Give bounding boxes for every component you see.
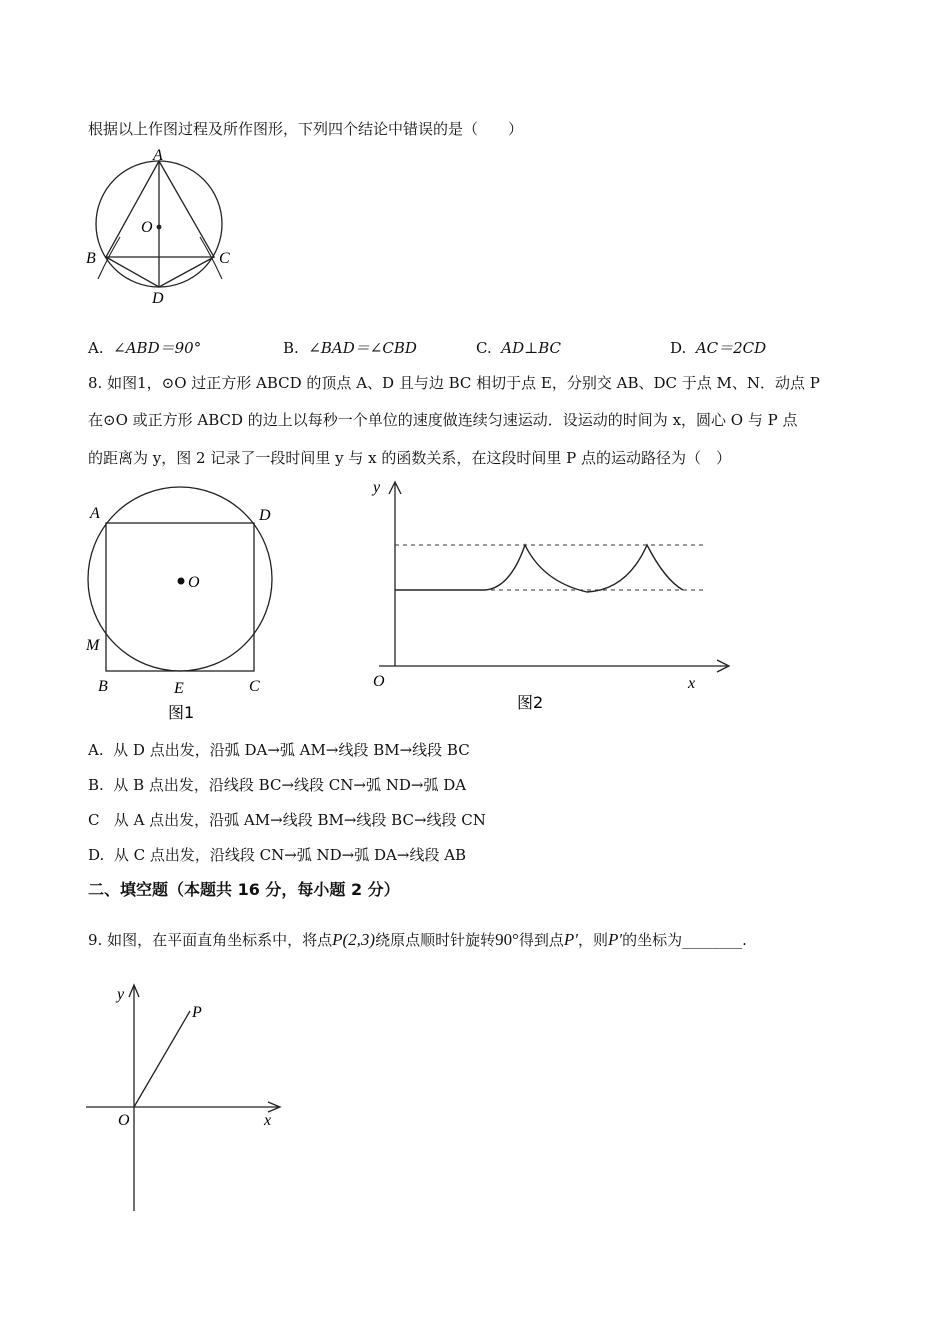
q8-fig2-label-o: O (373, 673, 385, 690)
q7-figure (80, 145, 250, 310)
q8-fig1-label-a: A (90, 505, 100, 522)
q7-label-b: B (86, 250, 96, 267)
q9-segment-op (134, 1011, 190, 1107)
q7-option-a: A. ∠ABD＝90° (88, 339, 202, 357)
q8-fig1-label-m: M (86, 637, 100, 654)
q9-label-y: y (117, 986, 125, 1003)
q8-option-c: C 从 A 点出发，沿弧 AM→线段 BM→线段 BC→线段 CN (88, 811, 486, 829)
q9-label-x: x (264, 1112, 272, 1129)
q7-center-dot (157, 225, 162, 230)
q8-center-dot (178, 578, 185, 585)
q9-figure (80, 975, 300, 1220)
q9-answer-blank[interactable]: ________ (682, 931, 743, 949)
q8-fig1-label-e: E (174, 680, 184, 697)
q8-option-d: D. 从 C 点出发，沿线段 CN→弧 ND→弧 DA→线段 AB (88, 846, 467, 864)
q8-fig2-caption: 图2 (517, 693, 544, 712)
q7-option-b: B. ∠BAD＝∠CBD (283, 339, 417, 357)
q7-segments-bd-cd (106, 257, 214, 287)
q7-option-c: C. AD⊥BC (476, 339, 562, 357)
q8-stem-line3: 的距离为 y，图 2 记录了一段时间里 y 与 x 的函数关系，在这段时间里 P 点的运动路径为（ ） (88, 449, 731, 467)
q8-fig1-label-c: C (249, 678, 260, 695)
q8-fig2-curve (395, 545, 683, 592)
q8-fig2-label-x: x (688, 675, 696, 692)
q8-fig1-label-o: O (188, 574, 200, 591)
q8-option-a: A. 从 D 点出发，沿弧 DA→弧 AM→线段 BM→线段 BC (88, 741, 470, 759)
q8-figure2 (365, 470, 745, 720)
q8-fig1-label-d: D (259, 507, 271, 524)
q8-option-b: B. 从 B 点出发，沿线段 BC→线段 CN→弧 ND→弧 DA (88, 776, 467, 794)
q7-stem: 根据以上作图过程及所作图形，下列四个结论中错误的是（ ） (88, 120, 524, 138)
q7-triangle-abc (106, 161, 214, 257)
q8-square-abcd (106, 523, 254, 671)
q7-option-d: D. AC＝2CD (670, 339, 767, 357)
section-heading: 二、填空题（本题共 16 分，每小题 2 分） (88, 880, 400, 899)
q9-label-o: O (118, 1112, 130, 1129)
q7-label-d: D (152, 290, 164, 307)
q8-fig2-label-y: y (373, 479, 381, 496)
q9-stem: 9. 如图，在平面直角坐标系中，将点P(2,3)绕原点顺时针旋转90°得到点P′，则P′的坐标为________. (88, 930, 747, 949)
q8-stem-line2: 在⊙O 或正方形 ABCD 的边上以每秒一个单位的速度做连续匀速运动．设运动的时间为 x，圆心 O 与 P 点 (88, 411, 798, 429)
q7-label-o: O (141, 219, 153, 236)
q8-figure1 (80, 478, 310, 728)
q8-stem-line1: 8. 如图1，⊙O 过正方形 ABCD 的顶点 A、D 且与边 BC 相切于点 E，分别交 AB、DC 于点 M、N．动点 P (88, 374, 820, 392)
q7-label-c: C (219, 250, 230, 267)
q9-label-p: P (192, 1004, 202, 1021)
q8-fig1-label-b: B (98, 678, 108, 695)
q8-fig1-caption: 图1 (168, 703, 195, 722)
q7-label-a: A (153, 147, 163, 164)
